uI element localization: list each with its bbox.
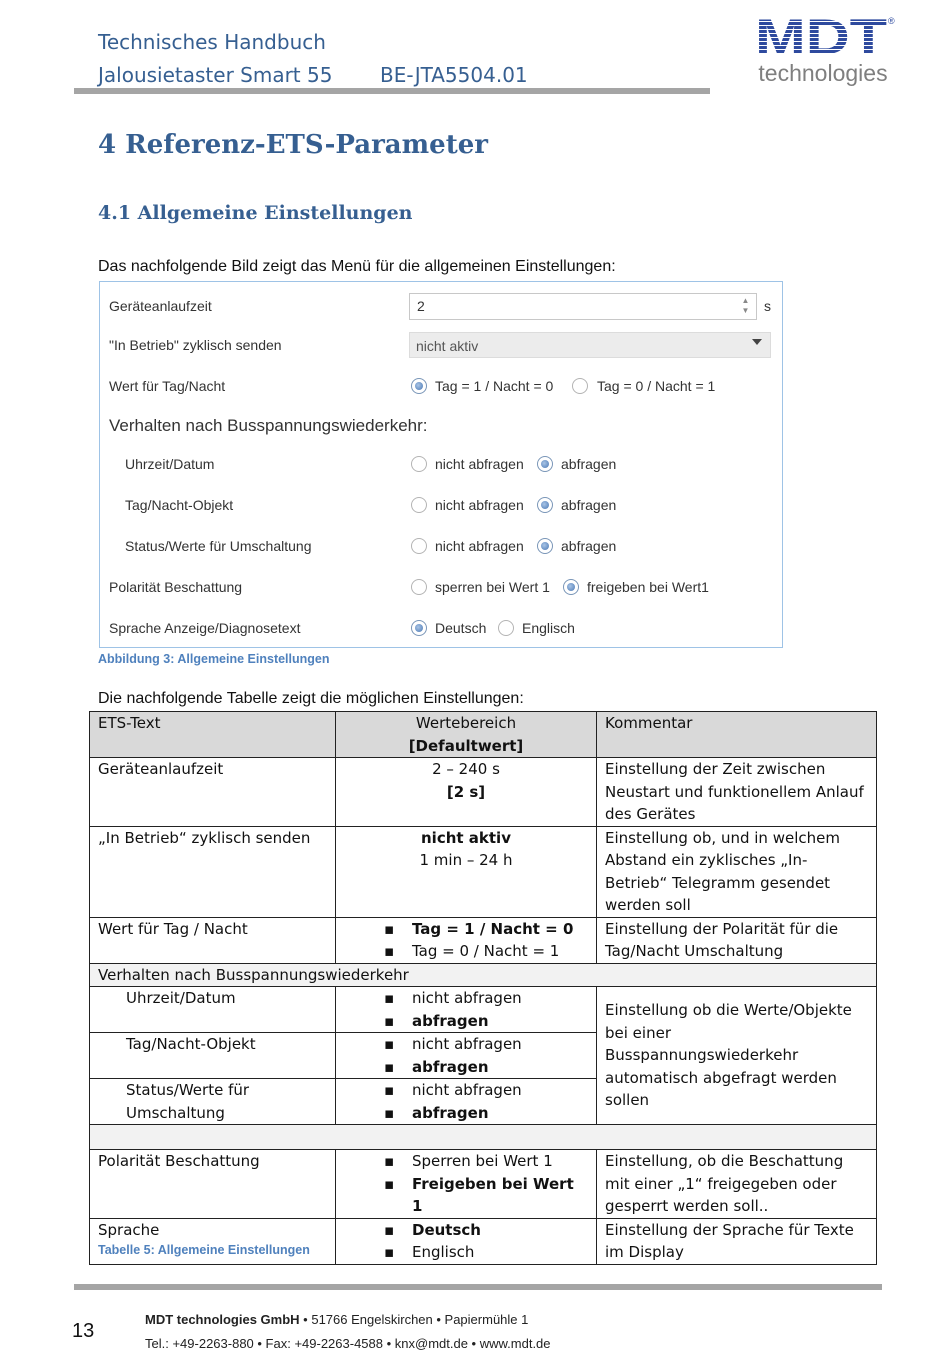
page-number: 13 bbox=[72, 1320, 95, 1342]
header-range-label: Wertebereich bbox=[415, 714, 517, 732]
day-night-object-label: Tag/Nacht-Objekt bbox=[125, 497, 234, 513]
row-options bbox=[336, 1218, 597, 1264]
row-range bbox=[336, 758, 597, 827]
row-comment: Einstellung der Polarität für die Tag/Nacht Umschaltung bbox=[597, 917, 877, 963]
polarity-radio-1[interactable] bbox=[411, 579, 427, 595]
time-date-option-no: nicht abfragen bbox=[435, 456, 524, 472]
default-value: nicht aktiv bbox=[421, 828, 511, 847]
figure-caption: Abbildung 3: Allgemeine Einstellungen bbox=[98, 652, 330, 666]
footer-address-line bbox=[145, 1312, 528, 1327]
startup-time-spinner[interactable] bbox=[409, 293, 757, 320]
intro-paragraph: Das nachfolgende Bild zeigt das Menü für die allgemeinen Einstellungen: bbox=[98, 258, 616, 275]
polarity-option-1: sperren bei Wert 1 bbox=[435, 579, 550, 595]
table-header-row bbox=[90, 712, 877, 758]
table-section-row bbox=[90, 963, 877, 987]
row-name: Polarität Beschattung bbox=[90, 1150, 336, 1219]
footer-address: • 51766 Engelskirchen • Papiermühle 1 bbox=[299, 1312, 529, 1327]
section-label: Verhalten nach Busspannungswiederkehr bbox=[90, 963, 877, 987]
time-date-radio-no[interactable] bbox=[411, 456, 427, 472]
table-row bbox=[90, 758, 877, 827]
row-name: Geräteanlaufzeit bbox=[90, 758, 336, 827]
table-intro: Die nachfolgende Tabelle zeigt die möglichen Einstellungen: bbox=[98, 690, 524, 707]
cyclic-send-value: nicht aktiv bbox=[416, 338, 479, 354]
time-date-option-yes: abfragen bbox=[561, 456, 617, 472]
spacer-cell bbox=[90, 1125, 877, 1150]
row-name: Sprache bbox=[90, 1218, 336, 1264]
option-item: ▪ Sperren bei Wert 1 bbox=[384, 1150, 588, 1173]
manual-title: Technisches Handbuch bbox=[98, 30, 326, 54]
option-item: ▪ abfragen bbox=[384, 1102, 588, 1125]
row-comment: Einstellung der Zeit zwischen Neustart und funktionellem Anlauf des Gerätes bbox=[597, 758, 877, 827]
day-night-radio-1[interactable] bbox=[411, 378, 427, 394]
row-options bbox=[336, 917, 597, 963]
logo-subtitle: technologies bbox=[758, 60, 888, 86]
row-comment: Einstellung ob die Werte/Objekte bei einer Busspannungswiederkehr automatisch abgefragt werden sollen bbox=[597, 987, 877, 1125]
option-item: ▪ abfragen bbox=[384, 1056, 588, 1079]
language-radio-de[interactable] bbox=[411, 620, 427, 636]
header-comment: Kommentar bbox=[597, 712, 877, 758]
table-row bbox=[90, 917, 877, 963]
polarity-option-2: freigeben bei Wert1 bbox=[587, 579, 709, 595]
row-name: Uhrzeit/Datum bbox=[90, 987, 336, 1033]
table-row bbox=[90, 1150, 877, 1219]
time-date-label: Uhrzeit/Datum bbox=[125, 456, 215, 472]
footer-company: MDT technologies GmbH bbox=[145, 1312, 300, 1327]
startup-time-label: Geräteanlaufzeit bbox=[109, 298, 212, 314]
header-range bbox=[336, 712, 597, 758]
table-spacer-row bbox=[90, 1125, 877, 1150]
range-value: 1 min – 24 h bbox=[419, 851, 513, 869]
logo-letters: MDT bbox=[755, 14, 887, 60]
option-item: ▪ Tag = 0 / Nacht = 1 bbox=[384, 940, 588, 963]
startup-time-unit: s bbox=[764, 298, 771, 314]
row-name: Wert für Tag / Nacht bbox=[90, 917, 336, 963]
row-name: „In Betrieb“ zyklisch senden bbox=[90, 826, 336, 917]
status-radio-yes[interactable] bbox=[537, 538, 553, 554]
language-radio-en[interactable] bbox=[498, 620, 514, 636]
dn-object-radio-yes[interactable] bbox=[537, 497, 553, 513]
option-item: ▪ Tag = 1 / Nacht = 0 bbox=[384, 918, 588, 941]
row-name: Status/Werte für Umschaltung bbox=[90, 1079, 336, 1125]
cyclic-send-label: "In Betrieb" zyklisch senden bbox=[109, 337, 282, 353]
time-date-radio-yes[interactable] bbox=[537, 456, 553, 472]
polarity-label: Polarität Beschattung bbox=[109, 579, 243, 595]
range-value: 2 – 240 s bbox=[432, 760, 500, 778]
dn-object-option-no: nicht abfragen bbox=[435, 497, 524, 513]
header-rule bbox=[74, 88, 710, 94]
table-row bbox=[90, 826, 877, 917]
settings-table bbox=[89, 711, 877, 1265]
language-label: Sprache Anzeige/Diagnosetext bbox=[109, 620, 301, 636]
footer-rule bbox=[74, 1284, 882, 1290]
dn-object-option-yes: abfragen bbox=[561, 497, 617, 513]
day-night-label: Wert für Tag/Nacht bbox=[109, 378, 226, 394]
language-option-en: Englisch bbox=[522, 620, 575, 636]
day-night-option-1: Tag = 1 / Nacht = 0 bbox=[435, 378, 554, 394]
day-night-radio-2[interactable] bbox=[572, 378, 588, 394]
option-item: ▪ nicht abfragen bbox=[384, 987, 588, 1010]
mdt-logo-mark bbox=[755, 14, 895, 60]
status-option-yes: abfragen bbox=[561, 538, 617, 554]
product-name: Jalousietaster Smart 55 bbox=[98, 63, 333, 87]
settings-screenshot bbox=[99, 281, 783, 648]
status-radio-no[interactable] bbox=[411, 538, 427, 554]
row-options bbox=[336, 987, 597, 1033]
row-name: Tag/Nacht-Objekt bbox=[90, 1033, 336, 1079]
option-item: ▪ Freigeben bei Wert 1 bbox=[384, 1173, 588, 1218]
table-row bbox=[90, 1218, 877, 1264]
row-options bbox=[336, 1033, 597, 1079]
header-ets-text: ETS-Text bbox=[90, 712, 336, 758]
row-comment: Einstellung der Sprache für Texte im Display bbox=[597, 1218, 877, 1264]
status-values-label: Status/Werte für Umschaltung bbox=[125, 538, 312, 554]
option-item: ▪ nicht abfragen bbox=[384, 1033, 588, 1056]
status-option-no: nicht abfragen bbox=[435, 538, 524, 554]
mdt-logo bbox=[755, 14, 905, 92]
row-options bbox=[336, 1150, 597, 1219]
cyclic-send-dropdown[interactable] bbox=[409, 332, 771, 358]
article-number: BE-JTA5504.01 bbox=[380, 63, 528, 87]
option-item: ▪ abfragen bbox=[384, 1010, 588, 1033]
dn-object-radio-no[interactable] bbox=[411, 497, 427, 513]
startup-time-value: 2 bbox=[417, 298, 425, 314]
option-item: ▪ Englisch bbox=[384, 1241, 588, 1264]
table-caption: Tabelle 5: Allgemeine Einstellungen bbox=[98, 1243, 310, 1257]
spinner-arrows-icon[interactable]: ▲ ▼ bbox=[741, 296, 750, 315]
footer-contact: Tel.: +49-2263-880 • Fax: +49-2263-4588 • knx@mdt.de • www.mdt.de bbox=[145, 1336, 551, 1351]
row-comment: Einstellung, ob die Beschattung mit einer „1“ freigegeben oder gesperrt werden soll.. bbox=[597, 1150, 877, 1219]
registered-mark: ® bbox=[888, 16, 895, 26]
subsection-heading: 4.1 Allgemeine Einstellungen bbox=[98, 202, 413, 224]
row-options bbox=[336, 1079, 597, 1125]
option-item: ▪ nicht abfragen bbox=[384, 1079, 588, 1102]
day-night-option-2: Tag = 0 / Nacht = 1 bbox=[597, 378, 716, 394]
option-item: ▪ Deutsch bbox=[384, 1219, 588, 1242]
row-range bbox=[336, 826, 597, 917]
row-comment: Einstellung ob, und in welchem Abstand ein zyklisches „In-Betrieb“ Telegramm gesendet werden soll bbox=[597, 826, 877, 917]
bus-recovery-title: Verhalten nach Busspannungswiederkehr: bbox=[109, 416, 428, 435]
polarity-radio-2[interactable] bbox=[563, 579, 579, 595]
table-row bbox=[90, 987, 877, 1033]
default-value: [2 s] bbox=[446, 782, 486, 801]
chevron-down-icon bbox=[752, 339, 762, 345]
language-option-de: Deutsch bbox=[435, 620, 487, 636]
section-heading: 4 Referenz-ETS-Parameter bbox=[98, 130, 488, 160]
header-default-label: [Defaultwert] bbox=[408, 736, 524, 755]
